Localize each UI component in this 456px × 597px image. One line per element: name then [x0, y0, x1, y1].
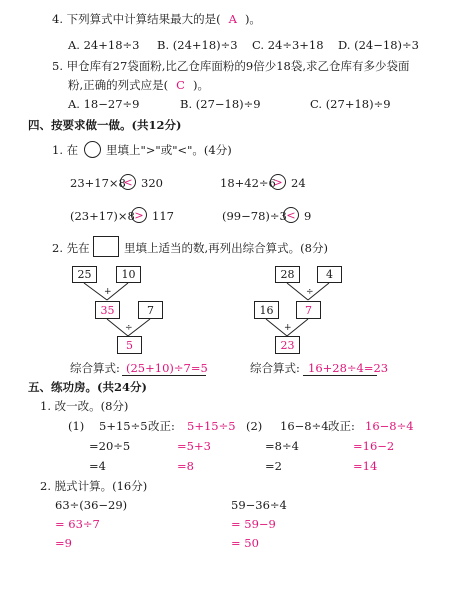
tree-left-mid: 35: [95, 301, 120, 319]
tree-right-op2: +: [284, 323, 292, 333]
tree-right-mid-a: 16: [254, 301, 279, 319]
fix1-right-2: =8: [177, 459, 194, 473]
formula-left-label: 综合算式:: [70, 361, 120, 375]
calc-left-step-1: = 63÷7: [55, 517, 100, 531]
formula-right-underline: [303, 375, 377, 376]
compare-1-sign: <: [120, 174, 136, 190]
compare-1-right: 320: [141, 176, 163, 190]
fix1-label: 改正:: [148, 419, 175, 433]
q4-option-d: D. (24−18)÷3: [338, 38, 419, 52]
fix1-num: (1): [68, 419, 85, 433]
tree-left-top-a: 25: [72, 266, 97, 283]
tree-left-top-b: 10: [116, 266, 141, 283]
q5-option-a: A. 18−27÷9: [68, 97, 140, 111]
fix2-label: 改正:: [328, 419, 355, 433]
fix1-expr: 5+15÷5: [99, 419, 148, 433]
q4-stem-text: 4. 下列算式中计算结果最大的是(: [52, 12, 221, 26]
compare-4-sign: <: [283, 207, 299, 223]
q5-line1: 5. 甲仓库有27袋面粉,比乙仓库面粉的9倍少18袋,求乙仓库有多少袋面: [52, 59, 410, 73]
formula-right: 16+28÷4=23: [308, 361, 389, 375]
q4-option-c: C. 24÷3+18: [252, 38, 324, 52]
fix2-fix: 16−8÷4: [365, 419, 414, 433]
fix2-wrong-2: =2: [265, 459, 282, 473]
q5-option-b: B. (27−18)÷9: [180, 97, 261, 111]
calc-left-step-2: =9: [55, 536, 72, 550]
fix2-num: (2): [246, 419, 263, 433]
compare-3-right: 117: [152, 209, 174, 223]
s4-q2-pre: 2. 先在: [52, 241, 90, 255]
compare-2-left: 18+42÷6: [220, 176, 276, 190]
tree-left-result: 5: [117, 336, 142, 354]
q5-answer: C: [176, 78, 185, 92]
compare-3-left: (23+17)×8: [70, 209, 135, 223]
calc-right-expr: 59−36÷4: [231, 498, 287, 512]
q4-answer: A: [228, 12, 237, 26]
fix1-wrong-1: =20÷5: [89, 439, 131, 453]
compare-1-left: 23+17×8: [70, 176, 126, 190]
s4-q2-post: 里填上适当的数,再列出综合算式。(8分): [124, 241, 328, 255]
calc-left-expr: 63÷(36−29): [55, 498, 128, 512]
compare-4-left: (99−78)÷3: [222, 209, 287, 223]
formula-left-underline: [122, 375, 206, 376]
fix1-right-1: =5+3: [177, 439, 211, 453]
fix2-right-1: =16−2: [353, 439, 395, 453]
q4-stem-end: )。: [244, 12, 261, 26]
tree-right-top-b: 4: [317, 266, 342, 283]
tree-right-op1: ÷: [306, 287, 314, 297]
tree-left-mid-b: 7: [138, 301, 163, 319]
compare-2-right: 24: [291, 176, 306, 190]
tree-right-result: 23: [275, 336, 300, 354]
section5-heading: 五、练功房。(共24分): [28, 380, 147, 394]
q4-option-a: A. 24+18÷3: [68, 38, 140, 52]
fix2-wrong-1: =8÷4: [265, 439, 299, 453]
fix1-wrong-2: =4: [89, 459, 106, 473]
formula-left: (25+10)÷7=5: [126, 361, 208, 375]
compare-4-right: 9: [304, 209, 312, 223]
q5-option-c: C. (27+18)÷9: [310, 97, 391, 111]
compare-3-sign: >: [131, 207, 147, 223]
tree-right-top-a: 28: [275, 266, 300, 283]
q5-line2-text: 粉,正确的列式应是(: [68, 78, 169, 92]
tree-left-op1: +: [104, 287, 112, 297]
q4-option-b: B. (24+18)÷3: [157, 38, 238, 52]
s4-q1-post: 里填上">"或"<"。(4分): [106, 143, 232, 157]
tree-left-op2: ÷: [125, 323, 133, 333]
s5-q2-title: 2. 脱式计算。(16分): [40, 479, 148, 493]
s5-q1-title: 1. 改一改。(8分): [40, 399, 129, 413]
compare-2-sign: >: [270, 174, 286, 190]
fix2-expr: 16−8÷4: [280, 419, 329, 433]
tree-right-mid: 7: [296, 301, 321, 319]
fix2-right-2: =14: [353, 459, 378, 473]
section4-heading: 四、按要求做一做。(共12分): [28, 118, 182, 132]
s4-q1-pre: 1. 在: [52, 143, 79, 157]
fix1-fix: 5+15÷5: [187, 419, 236, 433]
formula-right-label: 综合算式:: [250, 361, 300, 375]
calc-right-step-1: = 59−9: [231, 517, 276, 531]
calc-right-step-2: = 50: [231, 536, 259, 550]
q5-line2-end: )。: [192, 78, 209, 92]
